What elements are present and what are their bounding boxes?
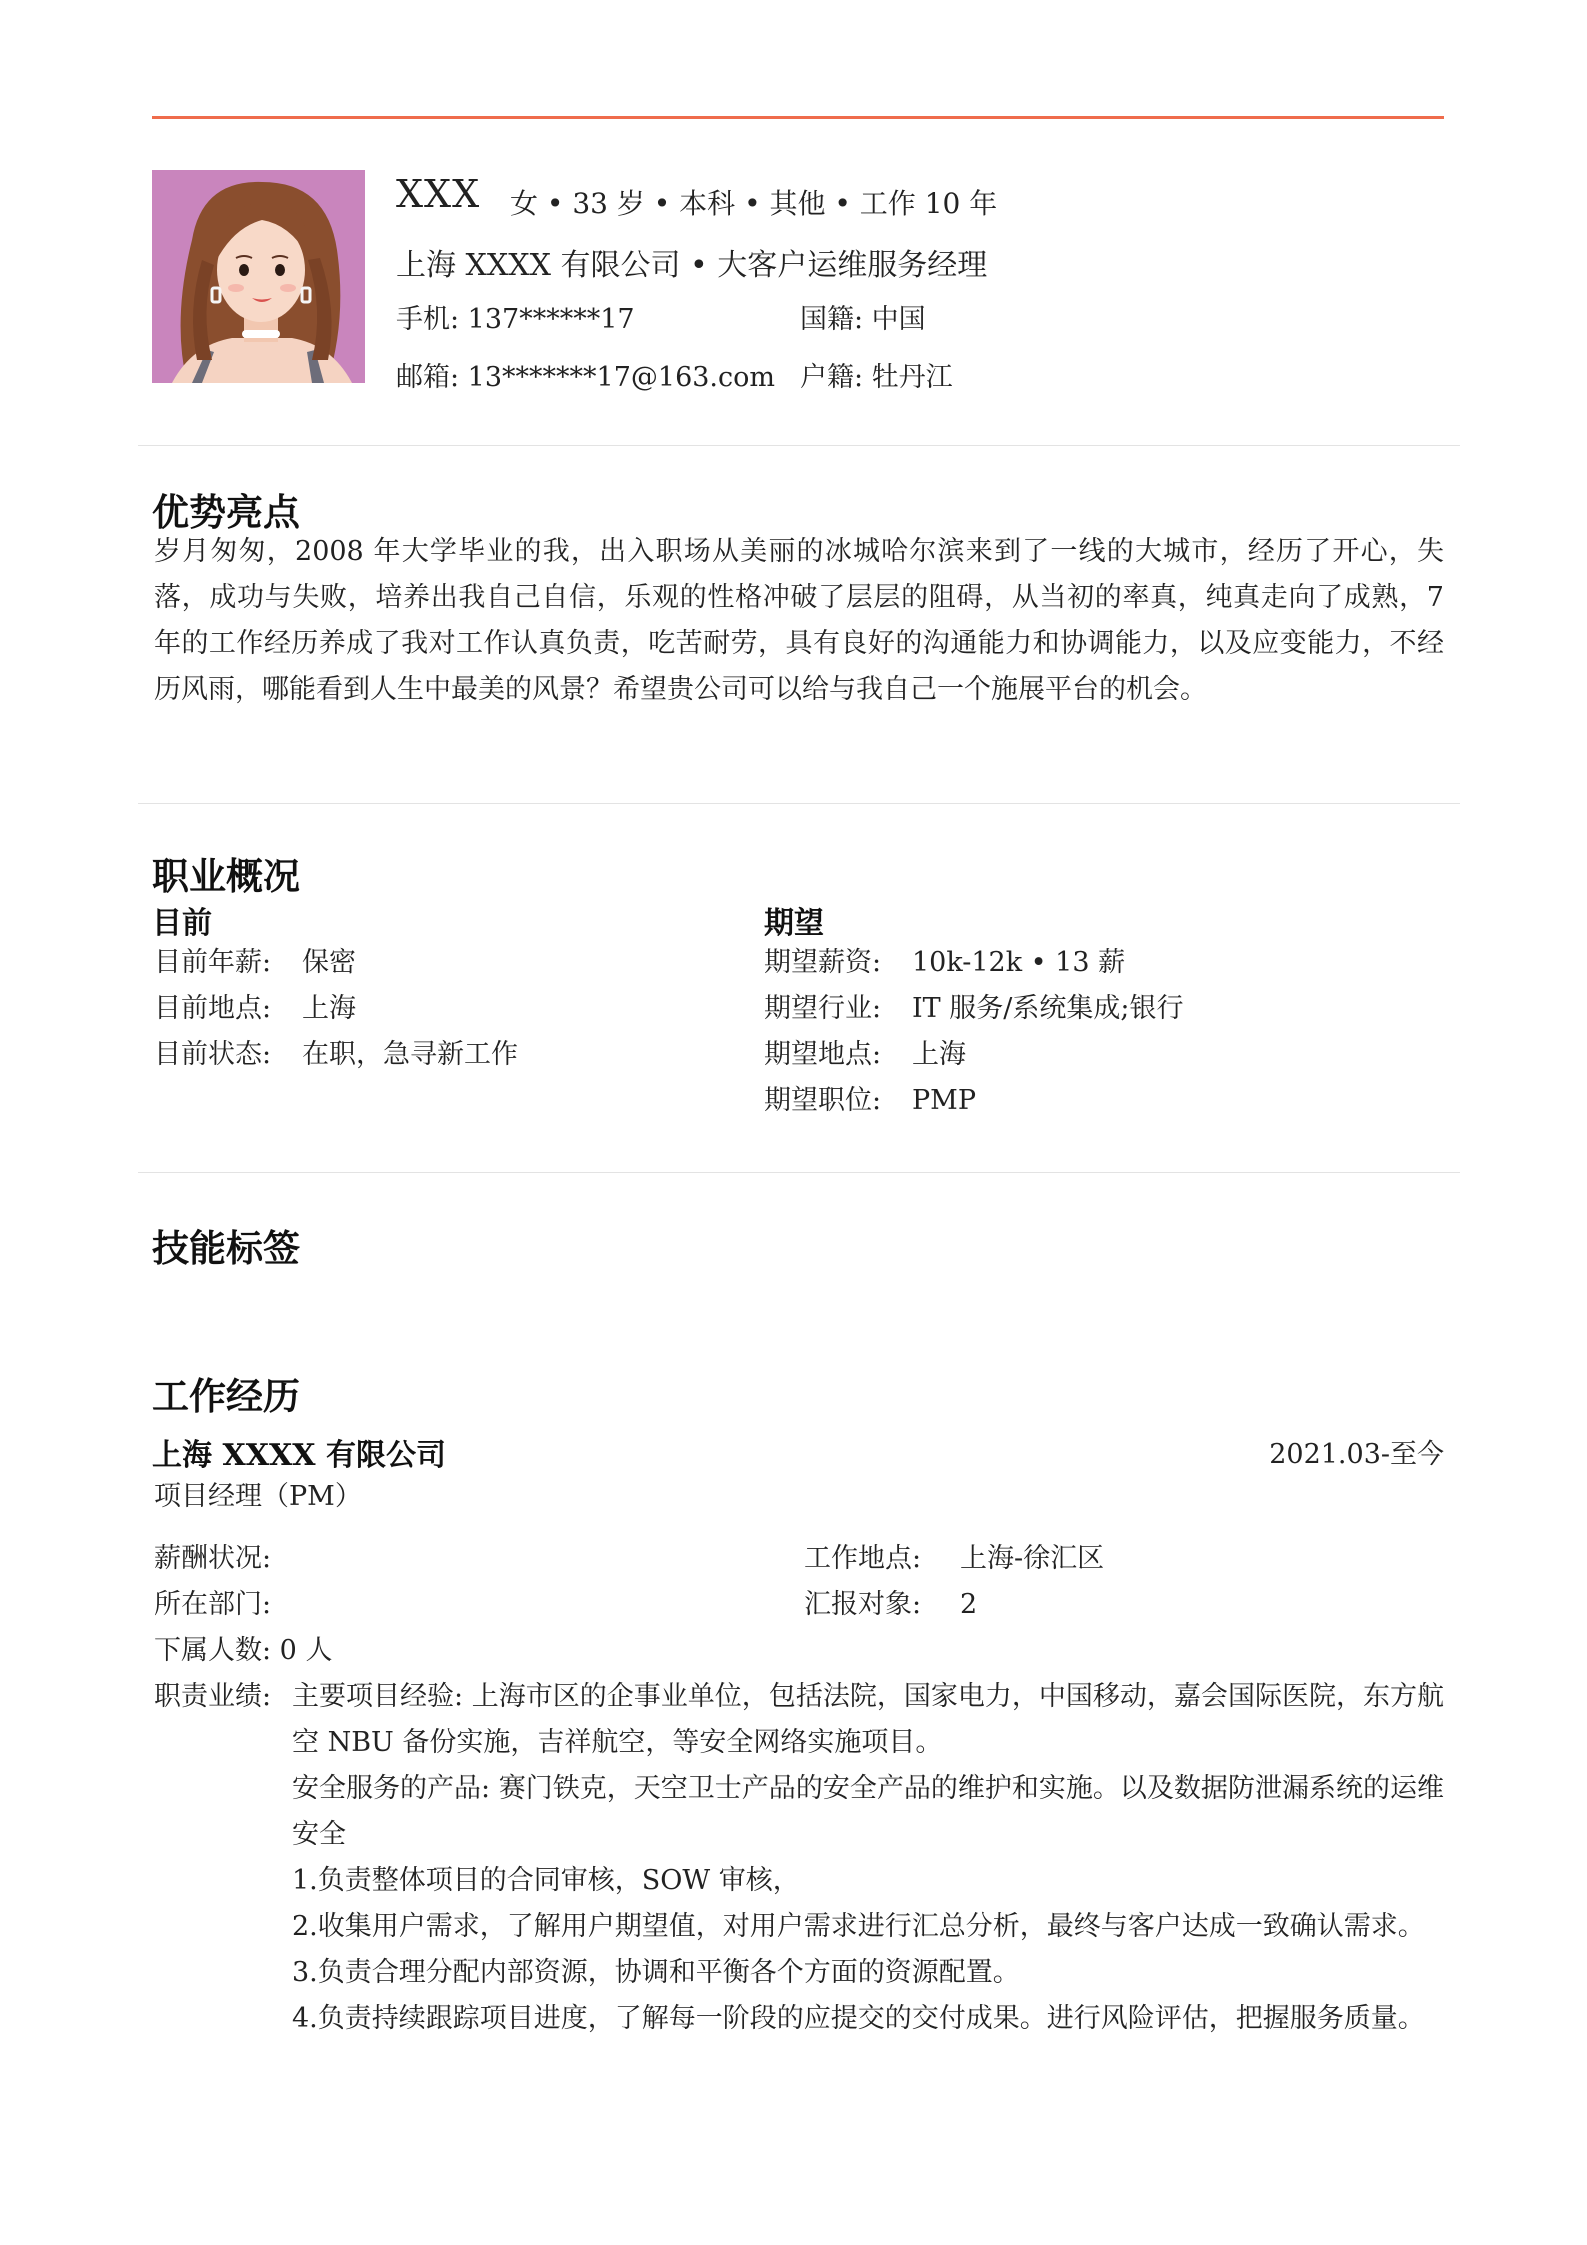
- expected-position-value: PMP: [912, 1085, 976, 1116]
- current-company-title: 上海 XXXX 有限公司 • 大客户运维服务经理: [396, 248, 988, 283]
- section-divider: [138, 803, 1460, 804]
- report-to-value: 2: [960, 1589, 978, 1620]
- expected-salary-label: 期望薪资:: [764, 947, 882, 978]
- expected-location-value: 上海: [912, 1039, 966, 1070]
- current-salary-value: 保密: [302, 947, 356, 978]
- responsibility-item: 1.负责整体项目的合同审核，SOW 审核，: [292, 1865, 800, 1896]
- expected-position-label: 期望职位:: [764, 1085, 882, 1116]
- work-location-value: 上海-徐汇区: [960, 1543, 1105, 1574]
- expected-subheading: 期望: [764, 906, 824, 941]
- phone-number: 手机: 137******17: [396, 304, 635, 335]
- household-registration: 户籍: 牡丹江: [800, 362, 953, 393]
- responsibility-item: 主要项目经验: 上海市区的企事业单位，包括法院，国家电力，中国移动，嘉会国际医院，东方航空 NBU 备份实施，吉祥航空，等安全网络实施项目。: [292, 1681, 1444, 1758]
- responsibility-item: 4.负责持续跟踪项目进度，了解每一阶段的应提交的交付成果。进行风险评估，把握服务质量。: [292, 2003, 1425, 2034]
- current-salary-label: 目前年薪:: [154, 947, 272, 978]
- responsibilities-list: [292, 1674, 1444, 2042]
- work-heading: 工作经历: [152, 1374, 300, 1418]
- subordinates-count: 下属人数: 0 人: [154, 1635, 333, 1666]
- section-divider: [138, 1172, 1460, 1173]
- expected-location-label: 期望地点:: [764, 1039, 882, 1070]
- department-label: 所在部门:: [154, 1589, 272, 1620]
- avatar: [152, 170, 365, 383]
- current-status-value: 在职，急寻新工作: [302, 1039, 518, 1070]
- responsibility-item: 3.负责合理分配内部资源，协调和平衡各个方面的资源配置。: [292, 1957, 1020, 1988]
- current-status-label: 目前状态:: [154, 1039, 272, 1070]
- expected-industry-value: IT 服务/系统集成;银行: [912, 993, 1184, 1024]
- responsibility-item: 2.收集用户需求，了解用户期望值，对用户需求进行汇总分析，最终与客户达成一致确认需求。: [292, 1911, 1425, 1942]
- highlights-text: 岁月匆匆，2008 年大学毕业的我，出入职场从美丽的冰城哈尔滨来到了一线的大城市，经历了开心，失落，成功与失败，培养出我自己自信，乐观的性格冲破了层层的阻碍，从当初的率真，纯真走向了成熟，7 年的工作经历养成了我对工作认真负责，吃苦耐劳，具有良好的沟通能力和协调能力，以及应变能力，不经历风雨，哪能看到人生中最美的风景？希望贵公司可以给与我自己一个施展平台的机会。: [154, 536, 1444, 705]
- expected-salary-value: 10k-12k • 13 薪: [912, 947, 1126, 978]
- responsibilities-label: 职责业绩:: [154, 1681, 272, 1712]
- current-subheading: 目前: [152, 906, 212, 941]
- email-address: 邮箱: 13*******17@163.com: [396, 362, 775, 393]
- current-location-label: 目前地点:: [154, 993, 272, 1024]
- skills-heading: 技能标签: [152, 1226, 300, 1270]
- work-role: 项目经理（PM）: [154, 1481, 362, 1512]
- current-location-value: 上海: [302, 993, 356, 1024]
- nationality: 国籍: 中国: [800, 304, 926, 335]
- work-location-label: 工作地点:: [804, 1543, 922, 1574]
- career-heading: 职业概况: [152, 854, 300, 898]
- responsibility-item: 安全服务的产品: 赛门铁克，天空卫士产品的安全产品的维护和实施。以及数据防泄漏系统的运维安全: [292, 1773, 1444, 1850]
- work-company: 上海 XXXX 有限公司: [152, 1438, 446, 1473]
- section-divider: [138, 445, 1460, 446]
- salary-status-label: 薪酬状况:: [154, 1543, 272, 1574]
- top-accent-rule: [152, 116, 1444, 119]
- highlights-heading: 优势亮点: [152, 490, 300, 534]
- work-period: 2021.03-至今: [1269, 1439, 1444, 1470]
- candidate-summary: 女 • 33 岁 • 本科 • 其他 • 工作 10 年: [510, 187, 998, 220]
- expected-industry-label: 期望行业:: [764, 993, 882, 1024]
- report-to-label: 汇报对象:: [804, 1589, 922, 1620]
- candidate-name: XXX: [396, 172, 481, 216]
